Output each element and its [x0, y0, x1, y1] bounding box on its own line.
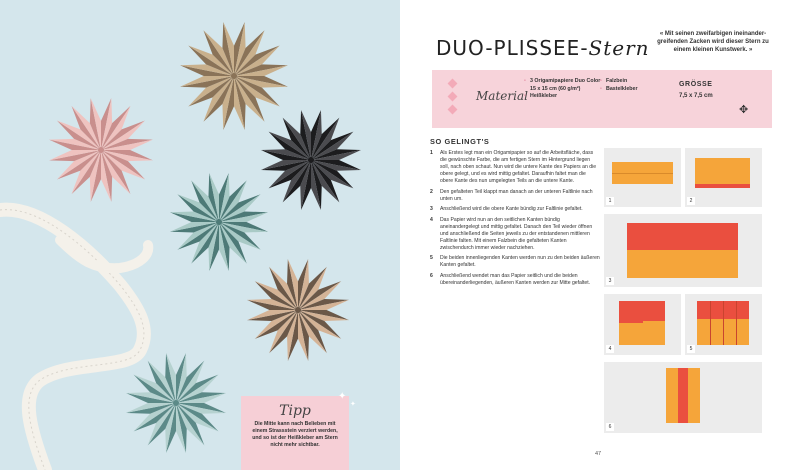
diamond-ornament	[447, 80, 459, 119]
image-number: 3	[606, 277, 614, 285]
fold-line	[710, 301, 711, 345]
tip-box	[241, 396, 349, 470]
move-icon[interactable]: ✥	[739, 104, 749, 116]
step-item	[430, 273, 600, 287]
step-item	[430, 206, 600, 213]
material-list-1	[524, 78, 604, 101]
title-main: DUO-PLISSEE-	[436, 36, 589, 60]
fold-line	[736, 301, 737, 345]
fold-line	[723, 301, 724, 345]
step-number: 4	[430, 216, 433, 223]
tip-title: Tipp	[279, 403, 311, 419]
step-text: Den gefalteten Teil klappt man danach an der unteren Faltlinie nach unten um.	[440, 188, 593, 202]
diamond-icon	[448, 105, 458, 115]
step-text: Als Erstes legt man ein Origamipapier so auf die Arbeitsfläche, dass die gewünschte Farbe, die am fertigen Stern im Hintergrund liegen soll, nach oben schaut. Nun wird die untere Kante des Papiers an die obere gelegt, und es wird mittig gefaltet. Daraufhin faltet man die obere Kante des nun umgelegten Teils an die untere Kante.	[440, 150, 597, 184]
image-number: 1	[606, 197, 614, 205]
step-text: Die beiden innenliegenden Kanten werden nun zu den beiden äußeren Kanten gefaltet.	[440, 255, 600, 268]
image-number: 5	[687, 345, 695, 353]
page-title	[436, 36, 650, 60]
step-text: Anschließend wendet man das Papier seitlich und die beiden übereinanderliegenden, äußeren Kanten werden zur Mitte gefaltet.	[440, 272, 591, 286]
step-image-6	[604, 362, 762, 433]
material-item: • 3 Origamipapiere Duo Color 15 x 15 cm (60 g/m²)	[524, 78, 604, 93]
step-image-1	[604, 148, 681, 207]
size-value: 7,5 x 7,5 cm	[679, 93, 713, 99]
image-number: 2	[687, 197, 695, 205]
star-center	[308, 157, 314, 163]
star-center	[231, 73, 237, 79]
right-page	[400, 0, 800, 470]
paper-shape	[619, 323, 643, 345]
diamond-icon	[448, 92, 458, 102]
paper-shape	[678, 368, 688, 423]
sparkle-icon: ✦	[350, 401, 356, 408]
paper-shape	[643, 301, 665, 321]
step-number: 5	[430, 255, 433, 261]
step-number: 6	[430, 272, 433, 279]
step-item	[430, 217, 600, 252]
step-item	[430, 189, 600, 203]
diamond-icon	[448, 79, 458, 89]
image-number: 4	[606, 345, 614, 353]
material-item: • Heißkleber	[524, 93, 604, 101]
steps-list	[430, 150, 600, 290]
step-image-5	[685, 294, 762, 355]
step-text: Anschließend wird die obere Kante bündig zur Faltlinie gefaltet.	[440, 206, 583, 212]
star-center	[216, 219, 222, 225]
star-center	[98, 147, 104, 153]
paper-shape	[627, 250, 738, 278]
paper-edge	[695, 184, 750, 188]
size-heading: GRÖSSE	[679, 81, 713, 88]
step-item	[430, 255, 600, 269]
sparkle-icon: ✦	[338, 391, 347, 402]
star-center	[173, 400, 179, 406]
step-image-4	[604, 294, 681, 355]
title-script: Stern	[588, 36, 650, 60]
material-label: Material	[476, 89, 528, 103]
page-number: 47	[595, 451, 602, 457]
star-center	[295, 307, 301, 313]
step-number: 1	[430, 150, 433, 156]
material-box	[432, 70, 772, 128]
fold-line	[612, 173, 673, 174]
step-number: 3	[430, 206, 433, 212]
material-item: • Bastelkleber	[600, 86, 670, 94]
paper-shape	[627, 223, 738, 250]
step-item	[430, 150, 600, 185]
step-image-2	[685, 148, 762, 207]
step-text: Das Papier wird nun an den seitlichen Kanten bündig aneinandergelegt und mittig gefaltet. Danach den Teil wieder öffnen und anschließend die Seiten jeweils zu der entstandenen mittleren Faltlinie falten. Mit einem Falzbein die gefalteten Kanten zwischendurch immer wieder nachziehen.	[440, 216, 593, 251]
intro-quote: « Mit seinen zweifarbigen ineinander-greifenden Zacken wird dieser Stern zu einem kleinen Kunstwerk. »	[657, 31, 769, 53]
tip-text: Die Mitte kann nach Belieben mit einem Strassstein verziert werden, und so ist der Heißkleber am Stern nicht mehr sichtbar.	[252, 421, 338, 448]
step-number: 2	[430, 188, 433, 195]
material-list-2	[600, 78, 670, 93]
step-image-3	[604, 214, 762, 287]
material-item: • Falzbein	[600, 78, 670, 86]
section-title: SO GELINGT'S	[430, 137, 490, 146]
image-number: 6	[606, 423, 614, 431]
